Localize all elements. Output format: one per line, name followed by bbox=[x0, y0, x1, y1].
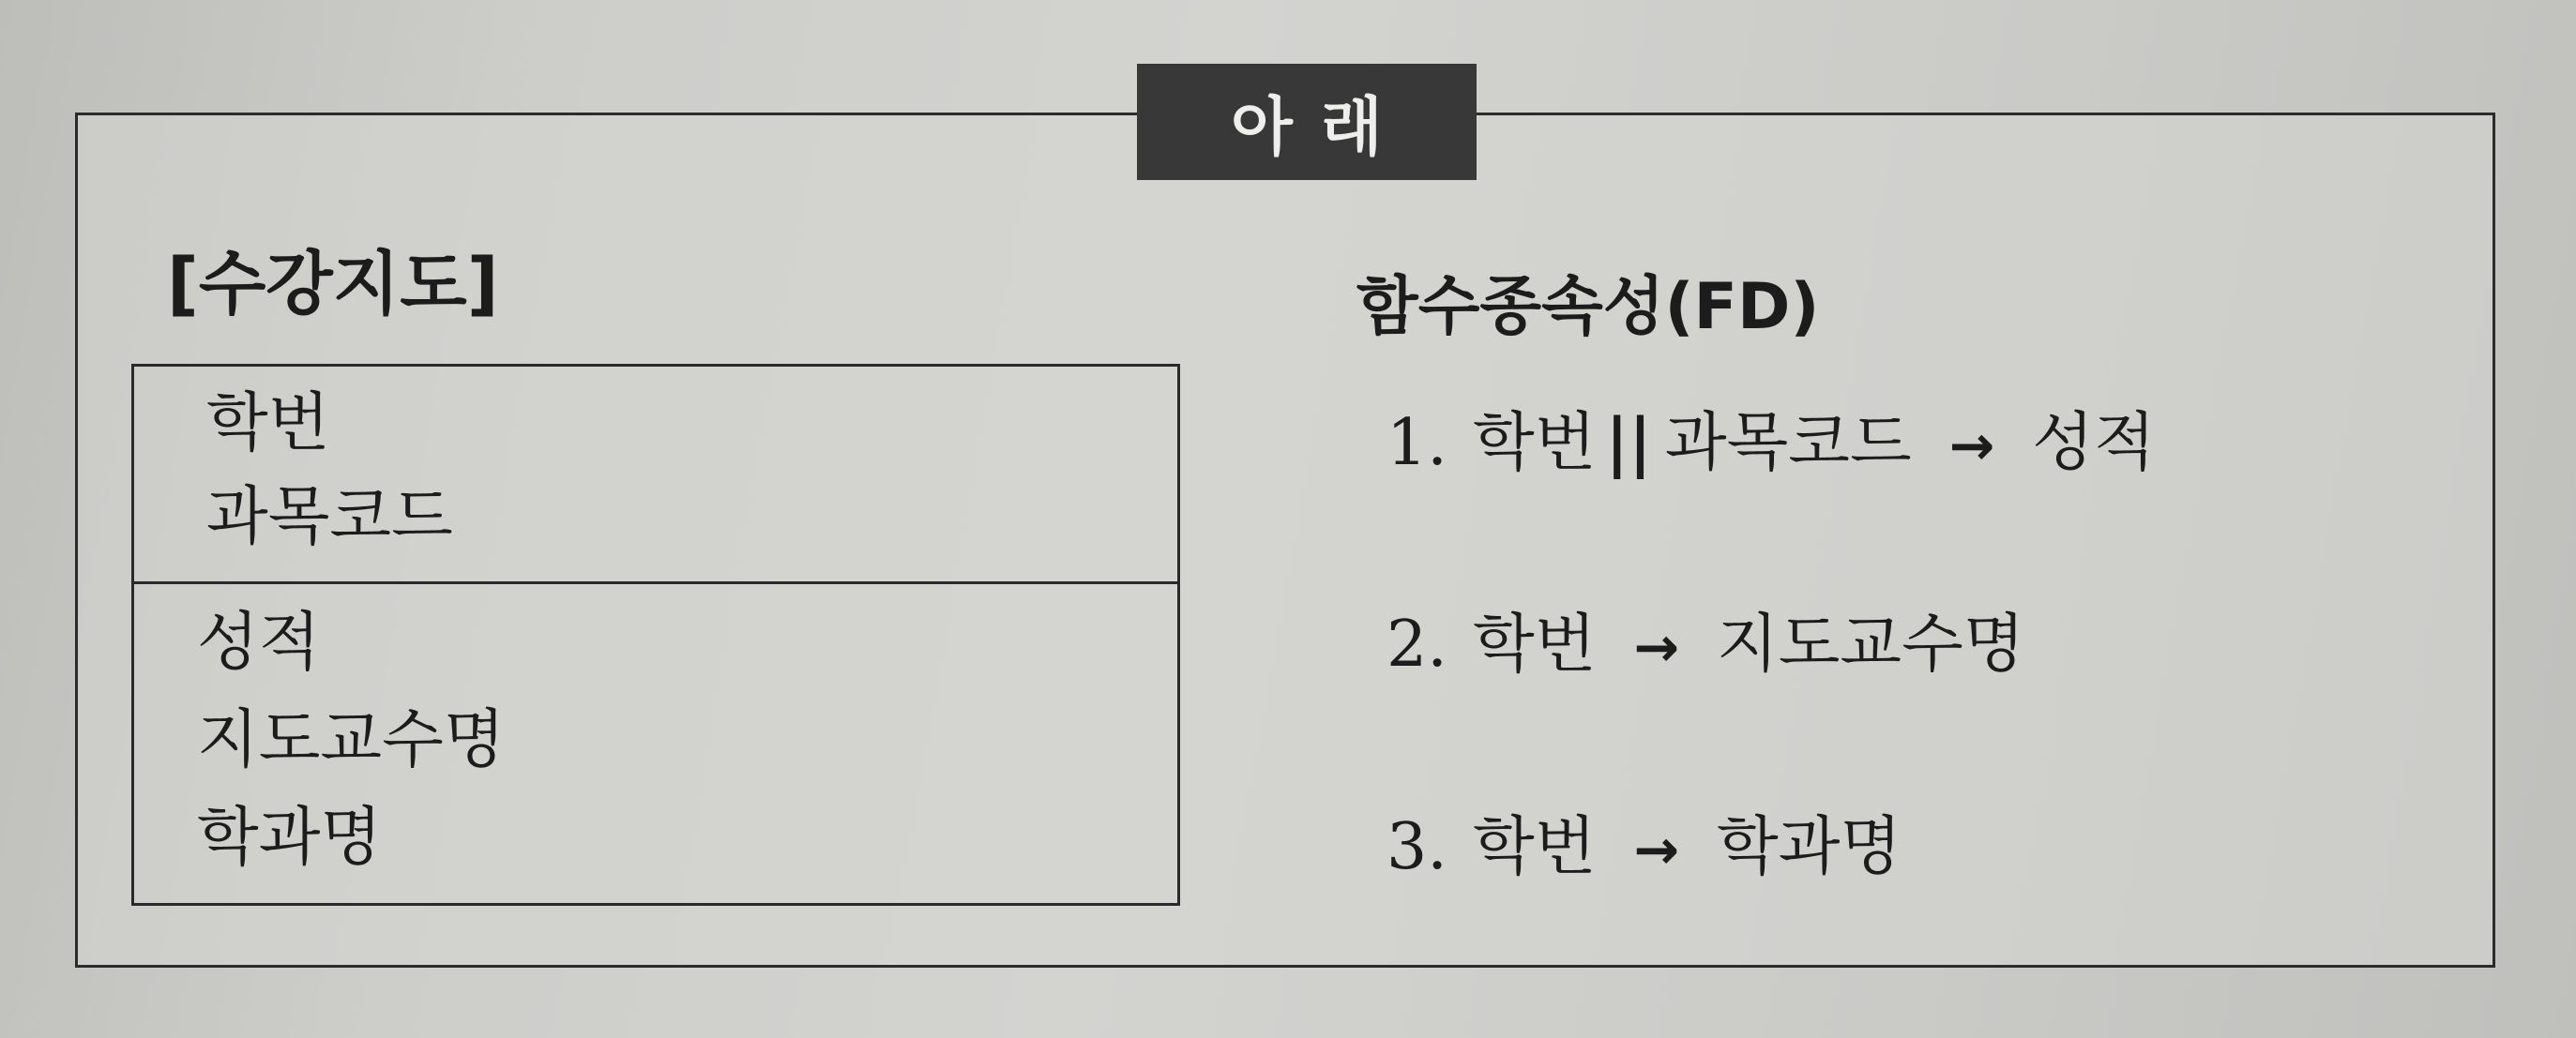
fd-list bbox=[1386, 405, 2156, 910]
fd-number: 3. bbox=[1386, 810, 1447, 884]
fd-dependent: 성적 bbox=[2032, 406, 2156, 480]
fd-determinant: 학번 bbox=[1473, 608, 1597, 682]
fd-determinant: 학번 bbox=[1473, 810, 1597, 884]
fd-title: 함수종속성(FD) bbox=[1356, 270, 1820, 344]
entity-title: [수강지도] bbox=[167, 244, 499, 324]
fd-determinant: 과목코드 bbox=[1664, 406, 1912, 480]
key-attribute: 과목코드 bbox=[206, 480, 453, 554]
right-arrow-icon: → bbox=[1633, 615, 1679, 679]
non-key-attribute: 성적 bbox=[197, 606, 321, 680]
fd-item bbox=[1386, 608, 2156, 707]
fd-determinant: 학번 bbox=[1473, 406, 1597, 480]
fd-composite-operator: || bbox=[1605, 405, 1652, 480]
fd-item bbox=[1386, 405, 2156, 504]
non-key-attribute: 지도교수명 bbox=[197, 703, 506, 777]
entity-attribute-section bbox=[197, 594, 505, 887]
fd-dependent: 지도교수명 bbox=[1717, 608, 2025, 682]
entity-divider bbox=[131, 581, 1180, 584]
non-key-attribute: 학과명 bbox=[197, 801, 383, 875]
right-arrow-icon: → bbox=[1633, 818, 1679, 881]
example-tag: 아래 bbox=[1137, 64, 1477, 180]
fd-dependent: 학과명 bbox=[1717, 810, 1902, 884]
fd-item bbox=[1386, 810, 2156, 910]
right-arrow-icon: → bbox=[1948, 414, 1995, 477]
entity-key-section bbox=[206, 377, 453, 564]
fd-number: 1. bbox=[1386, 406, 1447, 480]
key-attribute: 학번 bbox=[206, 386, 330, 460]
fd-number: 2. bbox=[1386, 608, 1447, 682]
